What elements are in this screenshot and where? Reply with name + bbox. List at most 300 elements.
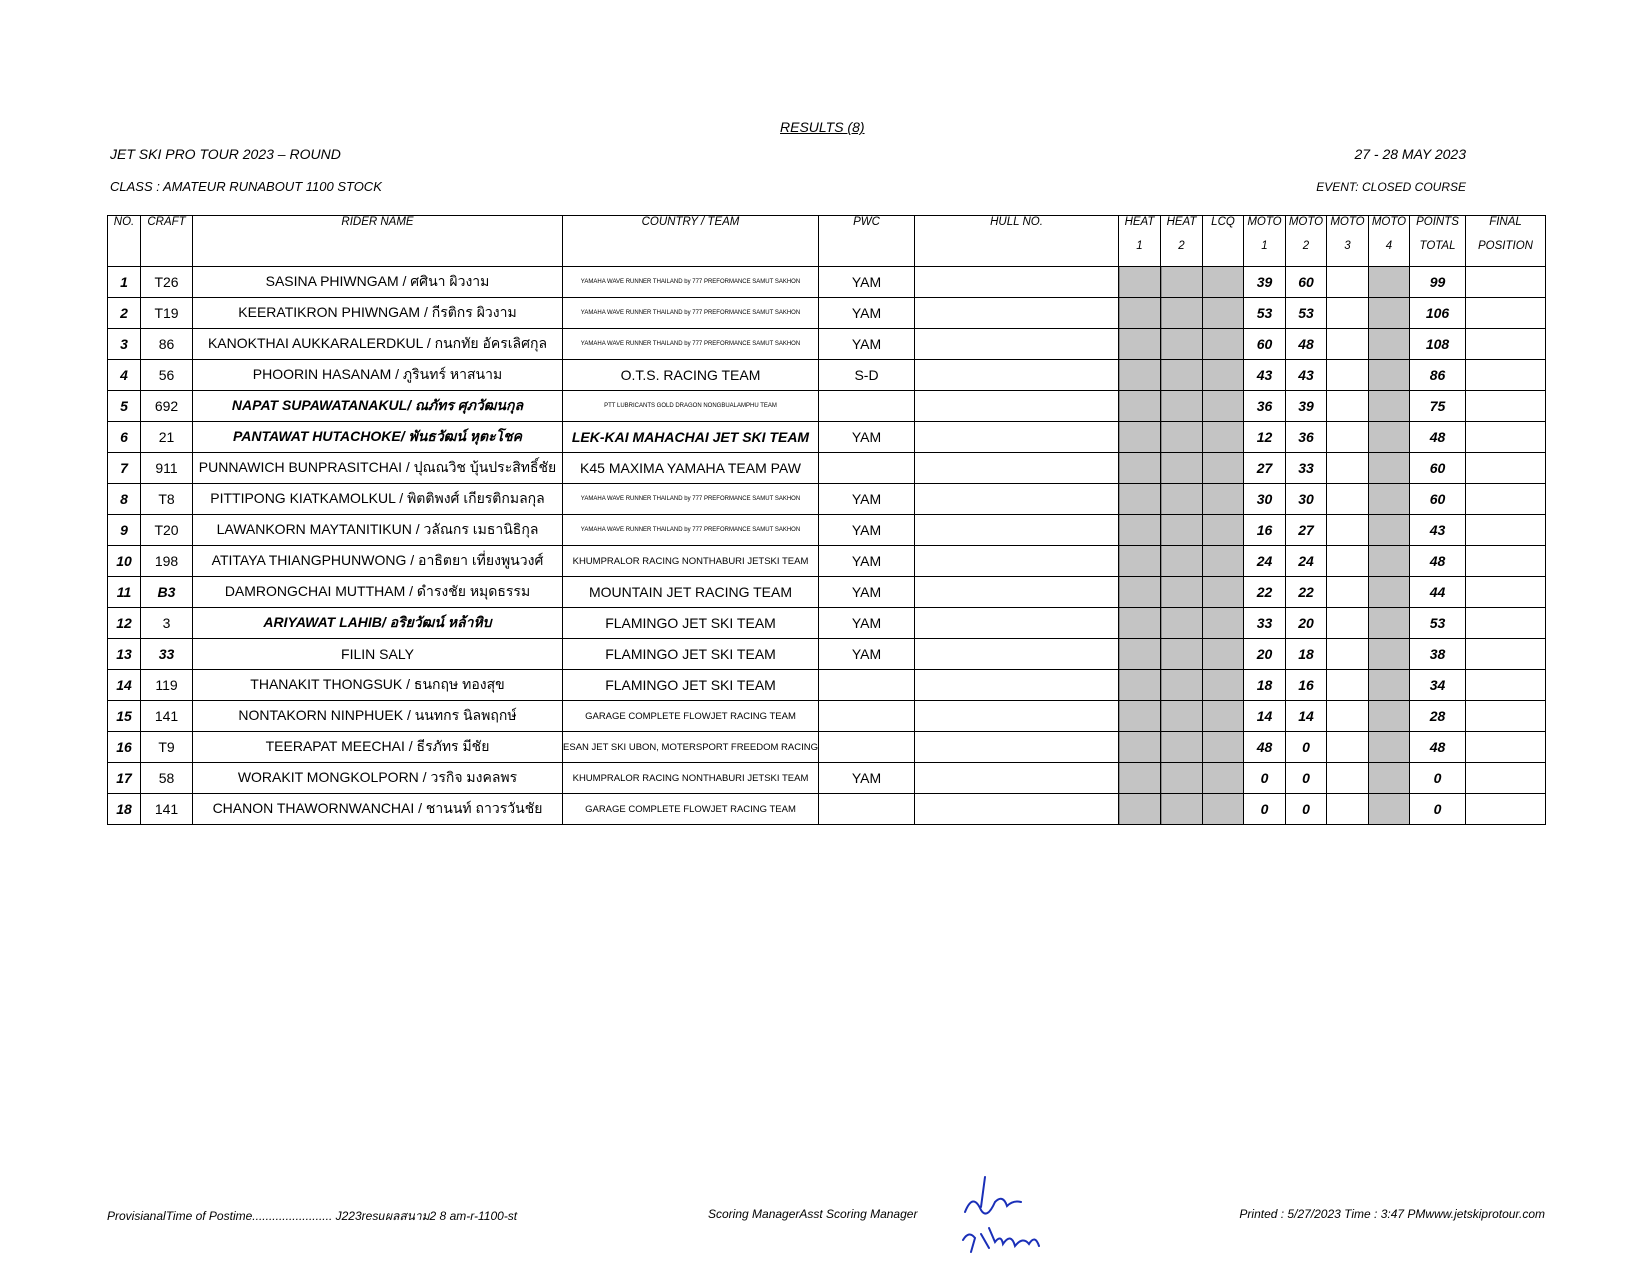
row-final-position bbox=[1466, 267, 1546, 298]
row-points-total: 108 bbox=[1410, 329, 1466, 360]
row-final-position bbox=[1466, 298, 1546, 329]
col-lcq: LCQ bbox=[1203, 216, 1244, 267]
row-rider: ATITAYA THIANGPHUNWONG / อาธิตยา เที่ยงพูนวงศ์ bbox=[193, 546, 563, 577]
row-rider: CHANON THAWORNWANCHAI / ชานนท์ ถาวรวันชัย bbox=[193, 794, 563, 825]
row-lcq bbox=[1203, 515, 1244, 546]
col-hull: HULL NO. bbox=[915, 216, 1119, 267]
table-row bbox=[108, 422, 1546, 453]
row-no: 1 bbox=[108, 267, 141, 298]
row-craft: 119 bbox=[141, 670, 193, 701]
row-team: LEK-KAI MAHACHAI JET SKI TEAM bbox=[563, 422, 819, 453]
row-rider: THANAKIT THONGSUK / ธนกฤษ ทองสุข bbox=[193, 670, 563, 701]
table-row bbox=[108, 577, 1546, 608]
row-team: KHUMPRALOR RACING NONTHABURI JETSKI TEAM bbox=[563, 546, 819, 577]
row-points-total: 0 bbox=[1410, 763, 1466, 794]
row-pwc bbox=[819, 732, 915, 763]
row-hull bbox=[915, 422, 1119, 453]
row-craft: B3 bbox=[141, 577, 193, 608]
row-lcq bbox=[1203, 794, 1244, 825]
col-moto4: MOTO 4 bbox=[1369, 216, 1410, 267]
row-lcq bbox=[1203, 453, 1244, 484]
row-moto2: 53 bbox=[1286, 298, 1327, 329]
row-craft: 33 bbox=[141, 639, 193, 670]
row-craft: 58 bbox=[141, 763, 193, 794]
row-lcq bbox=[1203, 701, 1244, 732]
row-pwc bbox=[819, 453, 915, 484]
row-points-total: 28 bbox=[1410, 701, 1466, 732]
signature bbox=[955, 1172, 1050, 1262]
row-moto4 bbox=[1369, 608, 1410, 639]
row-pwc: YAM bbox=[819, 639, 915, 670]
row-final-position bbox=[1466, 360, 1546, 391]
row-rider: KEERATIKRON PHIWNGAM / กีรติกร ผิวงาม bbox=[193, 298, 563, 329]
table-row bbox=[108, 453, 1546, 484]
row-team: YAMAHA WAVE RUNNER THAILAND by 777 PREFORMANCE SAMUT SAKHON bbox=[563, 484, 819, 515]
row-moto1: 33 bbox=[1244, 608, 1286, 639]
row-moto1: 43 bbox=[1244, 360, 1286, 391]
row-rider: PHOORIN HASANAM / ภูรินทร์ หาสนาม bbox=[193, 360, 563, 391]
row-heat2 bbox=[1161, 670, 1203, 701]
row-points-total: 60 bbox=[1410, 453, 1466, 484]
row-moto3 bbox=[1327, 329, 1369, 360]
row-pwc bbox=[819, 701, 915, 732]
row-final-position bbox=[1466, 608, 1546, 639]
row-heat1 bbox=[1119, 391, 1161, 422]
row-moto3 bbox=[1327, 577, 1369, 608]
row-pwc: YAM bbox=[819, 484, 915, 515]
row-hull bbox=[915, 763, 1119, 794]
row-no: 18 bbox=[108, 794, 141, 825]
row-points-total: 48 bbox=[1410, 732, 1466, 763]
row-team: YAMAHA WAVE RUNNER THAILAND by 777 PREFORMANCE SAMUT SAKHON bbox=[563, 267, 819, 298]
row-pwc: YAM bbox=[819, 546, 915, 577]
row-team: FLAMINGO JET SKI TEAM bbox=[563, 639, 819, 670]
row-moto1: 39 bbox=[1244, 267, 1286, 298]
col-points: POINTS TOTAL bbox=[1410, 216, 1466, 267]
row-craft: 141 bbox=[141, 794, 193, 825]
row-points-total: 43 bbox=[1410, 515, 1466, 546]
row-moto3 bbox=[1327, 515, 1369, 546]
row-no: 13 bbox=[108, 639, 141, 670]
row-pwc: YAM bbox=[819, 515, 915, 546]
col-moto1: MOTO 1 bbox=[1244, 216, 1286, 267]
row-points-total: 44 bbox=[1410, 577, 1466, 608]
table-row bbox=[108, 484, 1546, 515]
row-lcq bbox=[1203, 360, 1244, 391]
row-lcq bbox=[1203, 608, 1244, 639]
row-no: 9 bbox=[108, 515, 141, 546]
row-moto4 bbox=[1369, 484, 1410, 515]
row-no: 3 bbox=[108, 329, 141, 360]
row-moto2: 48 bbox=[1286, 329, 1327, 360]
row-team: K45 MAXIMA YAMAHA TEAM PAW bbox=[563, 453, 819, 484]
row-heat2 bbox=[1161, 484, 1203, 515]
row-moto3 bbox=[1327, 484, 1369, 515]
row-heat2 bbox=[1161, 732, 1203, 763]
row-hull bbox=[915, 484, 1119, 515]
row-heat2 bbox=[1161, 298, 1203, 329]
row-lcq bbox=[1203, 422, 1244, 453]
row-no: 11 bbox=[108, 577, 141, 608]
row-final-position bbox=[1466, 546, 1546, 577]
row-craft: T20 bbox=[141, 515, 193, 546]
table-row bbox=[108, 732, 1546, 763]
row-moto3 bbox=[1327, 298, 1369, 329]
row-heat1 bbox=[1119, 670, 1161, 701]
row-team: KHUMPRALOR RACING NONTHABURI JETSKI TEAM bbox=[563, 763, 819, 794]
row-pwc: YAM bbox=[819, 422, 915, 453]
row-points-total: 99 bbox=[1410, 267, 1466, 298]
row-rider: FILIN SALY bbox=[193, 639, 563, 670]
row-pwc bbox=[819, 794, 915, 825]
row-pwc bbox=[819, 670, 915, 701]
row-heat2 bbox=[1161, 515, 1203, 546]
row-points-total: 38 bbox=[1410, 639, 1466, 670]
row-moto4 bbox=[1369, 639, 1410, 670]
row-team: GARAGE COMPLETE FLOWJET RACING TEAM bbox=[563, 794, 819, 825]
row-moto1: 16 bbox=[1244, 515, 1286, 546]
row-craft: 692 bbox=[141, 391, 193, 422]
row-heat2 bbox=[1161, 391, 1203, 422]
table-row bbox=[108, 546, 1546, 577]
row-heat1 bbox=[1119, 360, 1161, 391]
row-moto2: 36 bbox=[1286, 422, 1327, 453]
row-heat1 bbox=[1119, 732, 1161, 763]
row-no: 2 bbox=[108, 298, 141, 329]
row-moto3 bbox=[1327, 701, 1369, 732]
row-moto1: 14 bbox=[1244, 701, 1286, 732]
event-name: JET SKI PRO TOUR 2023 – ROUND bbox=[110, 146, 341, 162]
row-moto1: 0 bbox=[1244, 794, 1286, 825]
row-heat2 bbox=[1161, 267, 1203, 298]
row-no: 10 bbox=[108, 546, 141, 577]
row-moto2: 39 bbox=[1286, 391, 1327, 422]
row-hull bbox=[915, 360, 1119, 391]
col-pwc: PWC bbox=[819, 216, 915, 267]
row-final-position bbox=[1466, 422, 1546, 453]
table-row bbox=[108, 670, 1546, 701]
row-moto1: 36 bbox=[1244, 391, 1286, 422]
class-name: CLASS : AMATEUR RUNABOUT 1100 STOCK bbox=[110, 179, 382, 194]
table-row bbox=[108, 329, 1546, 360]
row-pwc: S-D bbox=[819, 360, 915, 391]
row-heat2 bbox=[1161, 577, 1203, 608]
row-heat1 bbox=[1119, 298, 1161, 329]
row-no: 6 bbox=[108, 422, 141, 453]
row-moto3 bbox=[1327, 546, 1369, 577]
row-moto2: 20 bbox=[1286, 608, 1327, 639]
table-row bbox=[108, 298, 1546, 329]
row-points-total: 0 bbox=[1410, 794, 1466, 825]
table-row bbox=[108, 515, 1546, 546]
row-moto2: 43 bbox=[1286, 360, 1327, 391]
row-team: YAMAHA WAVE RUNNER THAILAND by 777 PREFORMANCE SAMUT SAKHON bbox=[563, 329, 819, 360]
row-moto3 bbox=[1327, 639, 1369, 670]
row-craft: T26 bbox=[141, 267, 193, 298]
row-hull bbox=[915, 453, 1119, 484]
row-lcq bbox=[1203, 391, 1244, 422]
row-moto4 bbox=[1369, 670, 1410, 701]
row-hull bbox=[915, 267, 1119, 298]
row-craft: 56 bbox=[141, 360, 193, 391]
row-points-total: 34 bbox=[1410, 670, 1466, 701]
row-points-total: 53 bbox=[1410, 608, 1466, 639]
row-heat2 bbox=[1161, 639, 1203, 670]
row-lcq bbox=[1203, 732, 1244, 763]
row-moto2: 0 bbox=[1286, 794, 1327, 825]
row-pwc: YAM bbox=[819, 267, 915, 298]
row-moto1: 24 bbox=[1244, 546, 1286, 577]
row-heat2 bbox=[1161, 453, 1203, 484]
row-heat2 bbox=[1161, 794, 1203, 825]
col-no: NO. bbox=[108, 216, 141, 267]
row-craft: T8 bbox=[141, 484, 193, 515]
row-hull bbox=[915, 515, 1119, 546]
row-final-position bbox=[1466, 329, 1546, 360]
row-team: FLAMINGO JET SKI TEAM bbox=[563, 670, 819, 701]
row-rider: PITTIPONG KIATKAMOLKUL / พิตติพงศ์ เกียรติกมลกุล bbox=[193, 484, 563, 515]
row-final-position bbox=[1466, 577, 1546, 608]
row-pwc: YAM bbox=[819, 329, 915, 360]
row-final-position bbox=[1466, 732, 1546, 763]
row-heat1 bbox=[1119, 546, 1161, 577]
col-heat1: HEAT 1 bbox=[1119, 216, 1161, 267]
row-rider: PANTAWAT HUTACHOKE/ พันธวัฒน์ หุตะโชค bbox=[193, 422, 563, 453]
row-heat2 bbox=[1161, 422, 1203, 453]
row-moto1: 0 bbox=[1244, 763, 1286, 794]
row-moto3 bbox=[1327, 391, 1369, 422]
row-moto4 bbox=[1369, 515, 1410, 546]
row-moto3 bbox=[1327, 608, 1369, 639]
row-lcq bbox=[1203, 670, 1244, 701]
row-no: 8 bbox=[108, 484, 141, 515]
row-hull bbox=[915, 608, 1119, 639]
row-moto4 bbox=[1369, 732, 1410, 763]
col-team: COUNTRY / TEAM bbox=[563, 216, 819, 267]
table-row bbox=[108, 360, 1546, 391]
row-lcq bbox=[1203, 329, 1244, 360]
row-hull bbox=[915, 546, 1119, 577]
row-moto3 bbox=[1327, 732, 1369, 763]
table-row bbox=[108, 391, 1546, 422]
row-moto4 bbox=[1369, 298, 1410, 329]
row-moto4 bbox=[1369, 329, 1410, 360]
row-moto3 bbox=[1327, 794, 1369, 825]
row-lcq bbox=[1203, 267, 1244, 298]
row-heat2 bbox=[1161, 546, 1203, 577]
row-heat1 bbox=[1119, 701, 1161, 732]
row-moto3 bbox=[1327, 267, 1369, 298]
col-final: FINAL POSITION bbox=[1466, 216, 1546, 267]
row-team: FLAMINGO JET SKI TEAM bbox=[563, 608, 819, 639]
row-moto2: 60 bbox=[1286, 267, 1327, 298]
row-no: 4 bbox=[108, 360, 141, 391]
row-lcq bbox=[1203, 546, 1244, 577]
row-hull bbox=[915, 794, 1119, 825]
row-hull bbox=[915, 732, 1119, 763]
row-moto2: 24 bbox=[1286, 546, 1327, 577]
row-rider: ARIYAWAT LAHIB/ อริยวัฒน์ หล้าหิบ bbox=[193, 608, 563, 639]
row-rider: TEERAPAT MEECHAI / ธีรภัทร มีชัย bbox=[193, 732, 563, 763]
row-team: YAMAHA WAVE RUNNER THAILAND by 777 PREFORMANCE SAMUT SAKHON bbox=[563, 515, 819, 546]
row-final-position bbox=[1466, 453, 1546, 484]
row-heat1 bbox=[1119, 453, 1161, 484]
row-pwc: YAM bbox=[819, 298, 915, 329]
row-moto2: 18 bbox=[1286, 639, 1327, 670]
row-moto4 bbox=[1369, 546, 1410, 577]
row-moto1: 12 bbox=[1244, 422, 1286, 453]
row-rider: LAWANKORN MAYTANITIKUN / วลัณกร เมธานิธิกุล bbox=[193, 515, 563, 546]
row-moto2: 0 bbox=[1286, 763, 1327, 794]
row-heat2 bbox=[1161, 329, 1203, 360]
row-points-total: 106 bbox=[1410, 298, 1466, 329]
row-heat1 bbox=[1119, 794, 1161, 825]
row-no: 14 bbox=[108, 670, 141, 701]
row-points-total: 60 bbox=[1410, 484, 1466, 515]
row-moto4 bbox=[1369, 267, 1410, 298]
row-moto1: 30 bbox=[1244, 484, 1286, 515]
row-moto4 bbox=[1369, 577, 1410, 608]
row-pwc: YAM bbox=[819, 577, 915, 608]
row-lcq bbox=[1203, 763, 1244, 794]
row-heat1 bbox=[1119, 422, 1161, 453]
row-lcq bbox=[1203, 298, 1244, 329]
row-moto3 bbox=[1327, 422, 1369, 453]
row-heat2 bbox=[1161, 701, 1203, 732]
row-no: 7 bbox=[108, 453, 141, 484]
row-hull bbox=[915, 577, 1119, 608]
row-no: 16 bbox=[108, 732, 141, 763]
row-moto1: 20 bbox=[1244, 639, 1286, 670]
row-hull bbox=[915, 639, 1119, 670]
row-rider: PUNNAWICH BUNPRASITCHAI / ปุณณวิช บุ้นประสิทธิ์ชัย bbox=[193, 453, 563, 484]
row-final-position bbox=[1466, 670, 1546, 701]
row-rider: NONTAKORN NINPHUEK / นนทกร นิลพฤกษ์ bbox=[193, 701, 563, 732]
col-heat2: HEAT 2 bbox=[1161, 216, 1203, 267]
row-moto4 bbox=[1369, 794, 1410, 825]
row-final-position bbox=[1466, 639, 1546, 670]
row-rider: DAMRONGCHAI MUTTHAM / ดำรงชัย หมุดธรรม bbox=[193, 577, 563, 608]
row-hull bbox=[915, 391, 1119, 422]
row-team: ESAN JET SKI UBON, MOTERSPORT FREEDOM RACING bbox=[563, 732, 819, 763]
table-row bbox=[108, 267, 1546, 298]
table-row bbox=[108, 701, 1546, 732]
row-craft: 141 bbox=[141, 701, 193, 732]
footer-provisional: ProvisianalTime of Postime........................ J223resuผลสนาม2 8 am-r-1100-st bbox=[107, 1209, 518, 1223]
row-moto1: 48 bbox=[1244, 732, 1286, 763]
row-final-position bbox=[1466, 794, 1546, 825]
row-final-position bbox=[1466, 484, 1546, 515]
row-moto1: 53 bbox=[1244, 298, 1286, 329]
row-moto3 bbox=[1327, 453, 1369, 484]
row-team: PTT LUBRICANTS GOLD DRAGON NONGBUALAMPHU TEAM bbox=[563, 391, 819, 422]
row-moto4 bbox=[1369, 391, 1410, 422]
col-craft: CRAFT bbox=[141, 216, 193, 267]
row-final-position bbox=[1466, 763, 1546, 794]
row-rider: NAPAT SUPAWATANAKUL/ ณภัทร ศุภวัฒนกุล bbox=[193, 391, 563, 422]
row-craft: 21 bbox=[141, 422, 193, 453]
row-moto4 bbox=[1369, 763, 1410, 794]
row-heat1 bbox=[1119, 329, 1161, 360]
row-craft: 3 bbox=[141, 608, 193, 639]
row-moto4 bbox=[1369, 701, 1410, 732]
row-pwc: YAM bbox=[819, 608, 915, 639]
col-moto2: MOTO 2 bbox=[1286, 216, 1327, 267]
row-hull bbox=[915, 670, 1119, 701]
row-craft: T19 bbox=[141, 298, 193, 329]
row-craft: 198 bbox=[141, 546, 193, 577]
row-moto4 bbox=[1369, 360, 1410, 391]
row-moto2: 0 bbox=[1286, 732, 1327, 763]
event-type: EVENT: CLOSED COURSE bbox=[1316, 180, 1466, 194]
row-moto2: 33 bbox=[1286, 453, 1327, 484]
row-heat2 bbox=[1161, 360, 1203, 391]
row-moto4 bbox=[1369, 453, 1410, 484]
row-no: 5 bbox=[108, 391, 141, 422]
row-hull bbox=[915, 701, 1119, 732]
row-no: 17 bbox=[108, 763, 141, 794]
table-row bbox=[108, 763, 1546, 794]
footer-scoring-manager: Scoring ManagerAsst Scoring Manager bbox=[708, 1207, 918, 1221]
row-lcq bbox=[1203, 639, 1244, 670]
row-moto2: 16 bbox=[1286, 670, 1327, 701]
row-heat1 bbox=[1119, 267, 1161, 298]
results-table bbox=[107, 215, 1546, 825]
row-rider: WORAKIT MONGKOLPORN / วรกิจ มงคลพร bbox=[193, 763, 563, 794]
row-heat1 bbox=[1119, 577, 1161, 608]
row-points-total: 48 bbox=[1410, 422, 1466, 453]
row-lcq bbox=[1203, 577, 1244, 608]
row-moto2: 14 bbox=[1286, 701, 1327, 732]
row-craft: 86 bbox=[141, 329, 193, 360]
row-heat2 bbox=[1161, 608, 1203, 639]
row-moto2: 27 bbox=[1286, 515, 1327, 546]
row-heat1 bbox=[1119, 763, 1161, 794]
row-hull bbox=[915, 329, 1119, 360]
header-row bbox=[108, 216, 1546, 267]
row-moto2: 22 bbox=[1286, 577, 1327, 608]
row-moto1: 18 bbox=[1244, 670, 1286, 701]
row-team: O.T.S. RACING TEAM bbox=[563, 360, 819, 391]
row-moto1: 27 bbox=[1244, 453, 1286, 484]
row-heat1 bbox=[1119, 639, 1161, 670]
event-dates: 27 - 28 MAY 2023 bbox=[1354, 146, 1466, 162]
row-pwc: YAM bbox=[819, 763, 915, 794]
row-lcq bbox=[1203, 484, 1244, 515]
row-heat1 bbox=[1119, 484, 1161, 515]
row-moto3 bbox=[1327, 763, 1369, 794]
row-team: YAMAHA WAVE RUNNER THAILAND by 777 PREFORMANCE SAMUT SAKHON bbox=[563, 298, 819, 329]
row-heat1 bbox=[1119, 608, 1161, 639]
row-points-total: 48 bbox=[1410, 546, 1466, 577]
row-pwc bbox=[819, 391, 915, 422]
row-hull bbox=[915, 298, 1119, 329]
row-heat2 bbox=[1161, 763, 1203, 794]
table-row bbox=[108, 639, 1546, 670]
table-row bbox=[108, 608, 1546, 639]
row-rider: SASINA PHIWNGAM / ศศินา ผิวงาม bbox=[193, 267, 563, 298]
row-final-position bbox=[1466, 391, 1546, 422]
row-no: 15 bbox=[108, 701, 141, 732]
row-final-position bbox=[1466, 701, 1546, 732]
row-points-total: 86 bbox=[1410, 360, 1466, 391]
col-rider: RIDER NAME bbox=[193, 216, 563, 267]
row-craft: T9 bbox=[141, 732, 193, 763]
footer-printed: Printed : 5/27/2023 Time : 3:47 PMwww.jetskiprotour.com bbox=[1239, 1207, 1545, 1221]
col-moto3: MOTO 3 bbox=[1327, 216, 1369, 267]
row-moto3 bbox=[1327, 360, 1369, 391]
results-title: RESULTS (8) bbox=[780, 119, 865, 135]
